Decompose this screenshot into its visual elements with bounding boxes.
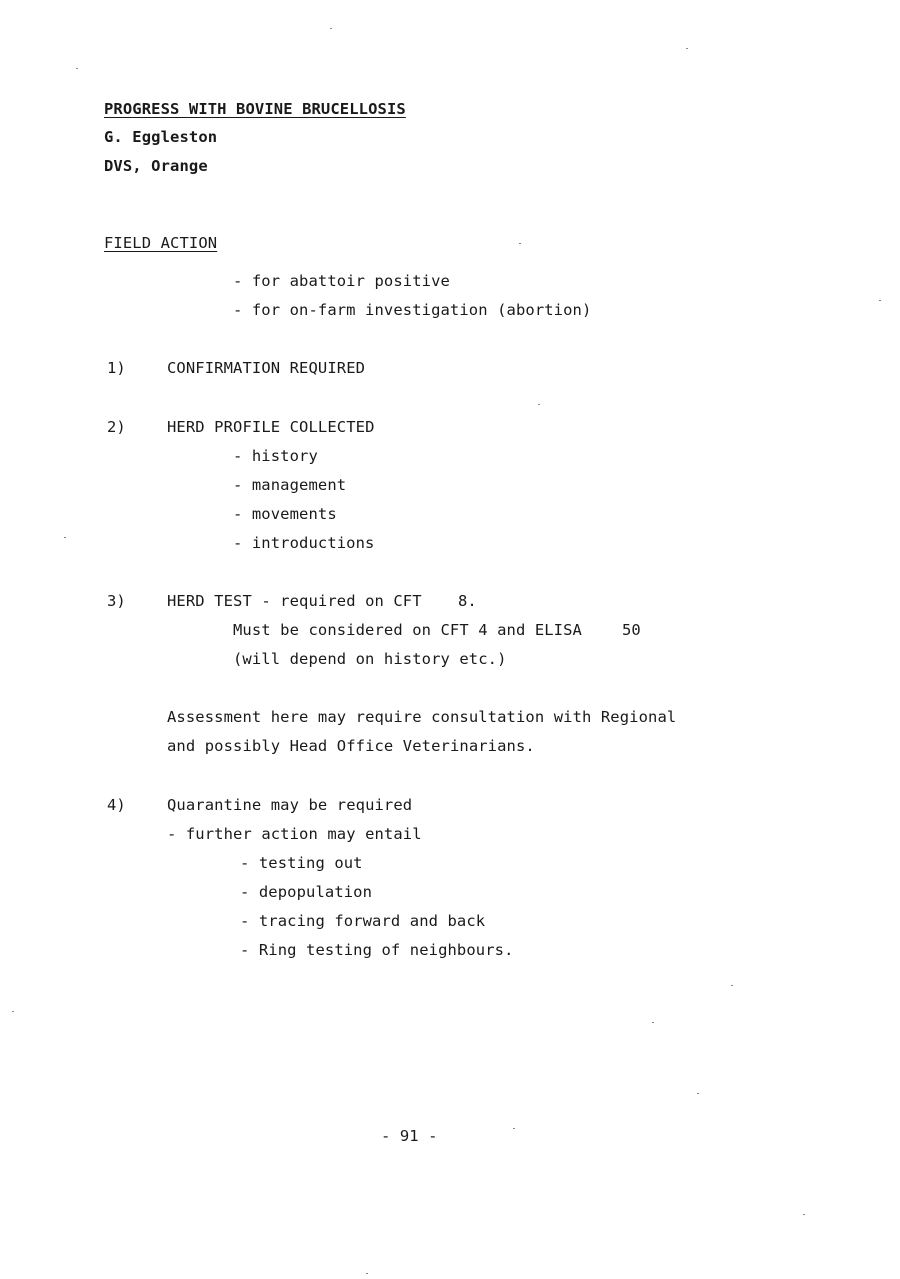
scan-speck [652,1022,654,1023]
scan-speck [12,1011,14,1012]
scan-speck [538,404,540,405]
scan-speck [697,1093,699,1094]
scan-speck [330,28,332,29]
list-item: - introductions [233,534,375,552]
step-detail: Must be considered on CFT 4 and ELISA [233,621,582,639]
scan-speck [366,1273,368,1274]
scan-speck [64,537,66,538]
list-item: - management [233,476,347,494]
list-item: - movements [233,505,337,523]
scan-speck [513,1128,515,1129]
assessment-text: and possibly Head Office Veterinarians. [167,737,535,755]
step-title: HERD TEST - required on CFT [167,592,422,610]
author-affiliation: DVS, Orange [104,157,208,175]
list-item: - testing out [240,854,363,872]
step-number: 3) [107,592,126,610]
scan-speck [731,985,733,986]
scan-speck [76,68,78,69]
step-subtitle: - further action may entail [167,825,422,843]
assessment-text: Assessment here may require consultation with Regional [167,708,677,726]
step-number: 1) [107,359,126,377]
list-item: - Ring testing of neighbours. [240,941,514,959]
scan-speck [686,48,688,49]
step-number: 4) [107,796,126,814]
list-item: - tracing forward and back [240,912,486,930]
step-number: 2) [107,418,126,436]
list-item: - depopulation [240,883,373,901]
step-title: CONFIRMATION REQUIRED [167,359,366,377]
step-threshold-value: 50 [622,621,641,639]
scan-speck [879,300,881,301]
document-title: PROGRESS WITH BOVINE BRUCELLOSIS [104,100,406,118]
scan-speck [803,1214,805,1215]
step-threshold-value: 8. [458,592,477,610]
step-detail: (will depend on history etc.) [233,650,507,668]
step-title: Quarantine may be required [167,796,413,814]
trigger-item: - for abattoir positive [233,272,450,290]
trigger-item: - for on-farm investigation (abortion) [233,301,592,319]
page-number: - 91 - [381,1127,438,1145]
scan-speck [519,243,521,244]
list-item: - history [233,447,318,465]
step-title: HERD PROFILE COLLECTED [167,418,375,436]
section-heading: FIELD ACTION [104,234,218,252]
author-name: G. Eggleston [104,128,218,146]
